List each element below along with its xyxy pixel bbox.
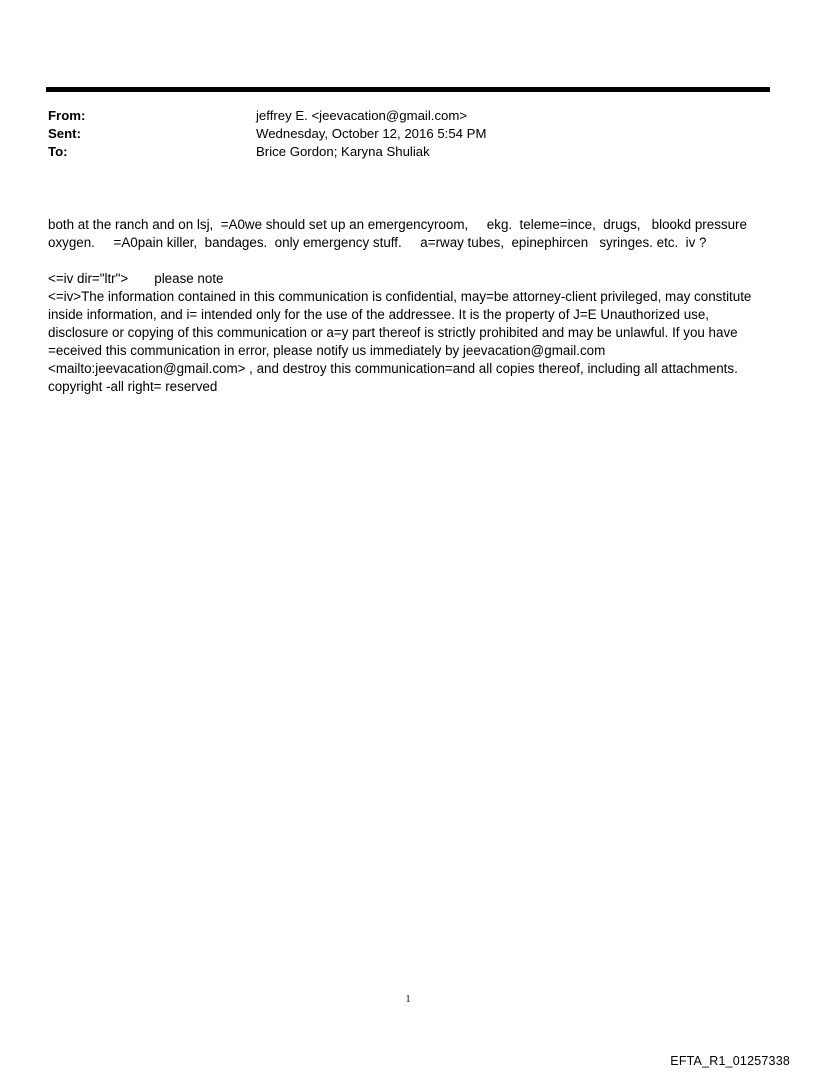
from-value: jeffrey E. <jeevacation@gmail.com> (256, 108, 468, 123)
body-line: disclosure or copying of this communication or a=y part thereof is strictly prohibited and may be unlawful. If you have (48, 325, 738, 340)
body-line: oxygen. =A0pain killer, bandages. only emergency stuff. a=rway tubes, epinephircen syringes. etc. iv ? (48, 235, 707, 250)
document-id: EFTA_R1_01257338 (670, 1054, 790, 1068)
header-divider (46, 87, 770, 92)
to-value: Brice Gordon; Karyna Shuliak (256, 144, 430, 159)
body-line: <=iv dir="ltr"> please note (48, 271, 224, 286)
sent-label: Sent: (48, 126, 81, 141)
to-label: To: (48, 144, 68, 159)
body-line: inside information, and i= intended only for the use of the addressee. It is the property of J=E Unauthorized use, (48, 307, 710, 322)
body-line: copyright -all right= reserved (48, 379, 218, 394)
to-row (48, 143, 768, 161)
email-header (48, 107, 768, 161)
sent-value: Wednesday, October 12, 2016 5:54 PM (256, 126, 487, 141)
body-line: <=iv>The information contained in this communication is confidential, may=be attorney-client privileged, may constitute (48, 289, 752, 304)
sent-row (48, 125, 768, 143)
page-number: 1 (405, 994, 411, 1005)
body-line: =eceived this communication in error, please notify us immediately by jeevacation@gmail.com (48, 343, 606, 358)
body-line: both at the ranch and on lsj, =A0we should set up an emergencyroom, ekg. teleme=ince, drugs, blookd pressure (48, 217, 747, 232)
email-body (48, 216, 778, 396)
body-line: <mailto:jeevacation@gmail.com> , and destroy this communication=and all copies thereof, including all attachments. (48, 361, 738, 376)
from-label: From: (48, 108, 86, 123)
paragraph-gap (48, 252, 778, 270)
from-row (48, 107, 768, 125)
